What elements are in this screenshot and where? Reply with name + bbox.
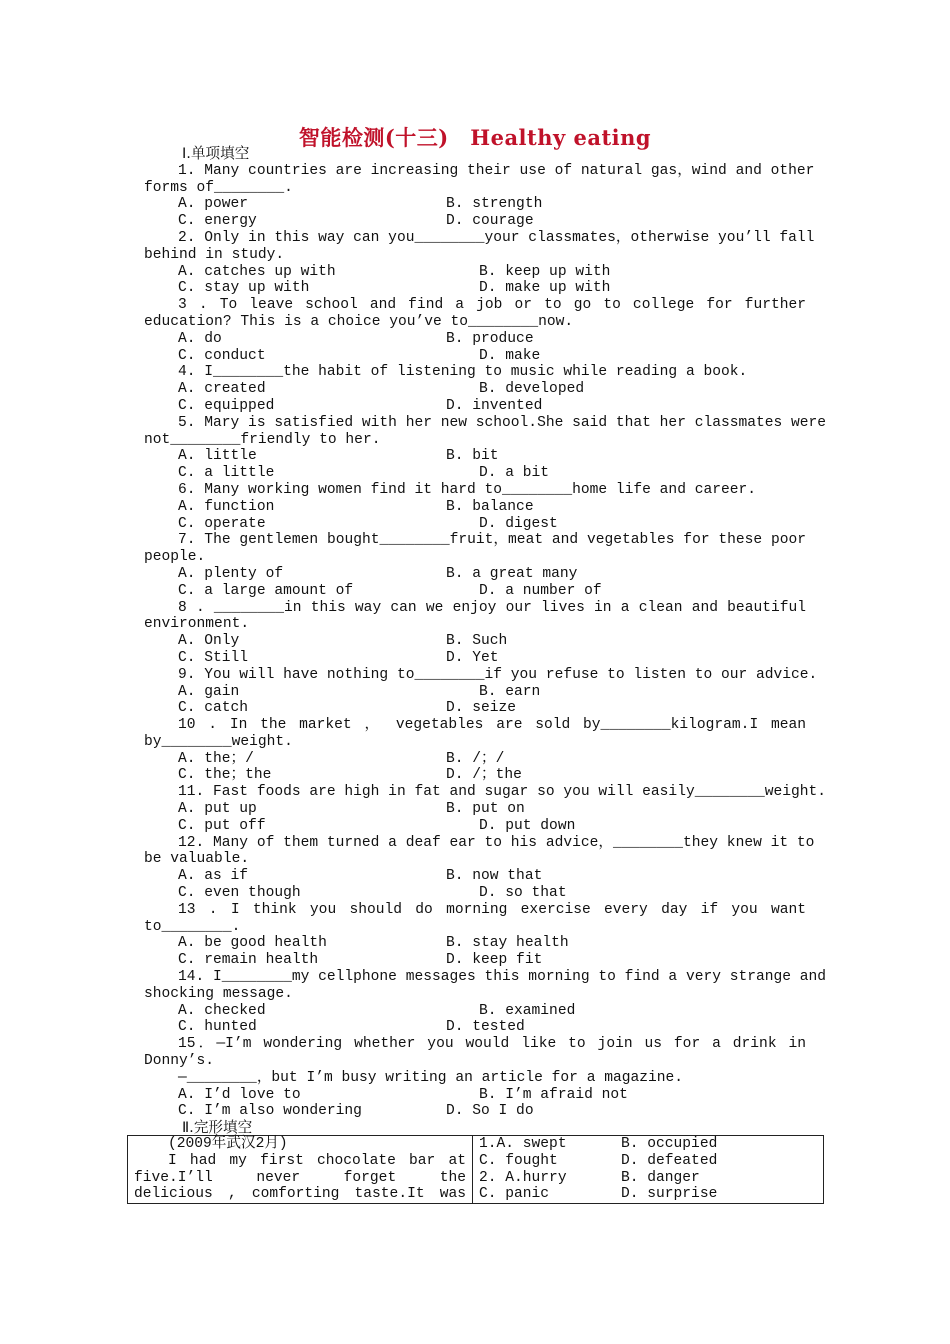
option-b: B. keep up with [479, 263, 611, 280]
question-stem: 7. The gentlemen bought________fruit，meat and vegetables for these poor [178, 532, 806, 549]
option-a: A. do [178, 330, 222, 347]
question-item [144, 902, 806, 969]
question-item [144, 229, 815, 297]
option-b: B. stay health [446, 935, 569, 952]
option-c: C. catch [178, 700, 249, 717]
option-a: A. power [178, 196, 249, 213]
option-b: B. a great many [446, 565, 578, 582]
option-c: C. operate [178, 515, 266, 532]
option-row [144, 264, 806, 281]
option-row [144, 196, 806, 213]
option-b: B. produce [446, 330, 534, 347]
question-stem: 5. Mary is satisfied with her new school.She said that her classmates were [178, 414, 827, 431]
option: D. defeated [621, 1152, 718, 1169]
option-row [144, 465, 806, 482]
question-stem: 14. I________my cellphone messages this morning to find a very strange and [178, 969, 827, 986]
option: C. panic [479, 1186, 550, 1203]
option-row [144, 868, 806, 885]
option: 1.A. swept [479, 1136, 567, 1152]
option-c: C. energy [178, 213, 257, 230]
option-a: A. put up [178, 801, 257, 818]
option-b: B. I’m afraid not [479, 1086, 628, 1103]
option-d: D. So I do [446, 1103, 534, 1120]
cloze-line: five.I’ll never forget the [134, 1169, 466, 1186]
option-a: A. created [178, 381, 266, 398]
option-d: D. make up with [479, 280, 611, 297]
option-d: D. Yet [446, 649, 499, 666]
cloze-line: I had my first chocolate bar at [168, 1152, 466, 1169]
exercise-body [144, 145, 827, 1137]
option-row [144, 935, 806, 952]
option-row [144, 633, 806, 650]
option-row [144, 684, 806, 701]
question-item [144, 834, 815, 902]
option-d: D. put down [479, 817, 576, 834]
option-b: B. developed [479, 381, 585, 398]
question-stem-cont: not________friendly to her. [144, 431, 381, 448]
option-d: D. so that [479, 885, 567, 902]
option-a: A. function [178, 498, 275, 515]
cloze-passage [128, 1136, 473, 1204]
cloze-option-row [479, 1153, 817, 1170]
option-row [144, 952, 806, 969]
question-stem: 9. You will have nothing to________if you refuse to listen to our advice. [178, 666, 818, 683]
option-row [144, 801, 806, 818]
option-row [144, 700, 806, 717]
cloze-option-row [479, 1186, 817, 1203]
option-a: A. catches up with [178, 263, 336, 280]
option-row [144, 1103, 806, 1120]
option-a: A. little [178, 448, 257, 465]
cloze-options [473, 1136, 824, 1204]
option-row [144, 1087, 806, 1104]
question-stem: 1. Many countries are increasing their use of natural gas，wind and other [178, 162, 815, 179]
option-row [144, 1019, 806, 1036]
question-stem-cont: people. [144, 549, 206, 566]
option-row [144, 751, 806, 768]
option-row [144, 650, 806, 667]
question-stem: 2. Only in this way can you________your classmates，otherwise you’ll fall [178, 229, 815, 246]
option-c: C. conduct [178, 347, 266, 364]
option-b: B. bit [446, 448, 499, 465]
option-c: C. a little [178, 465, 275, 482]
option-a: A. gain [178, 683, 240, 700]
option-row [144, 381, 806, 398]
question-stem: 10 . In the market ， vegetables are sold by________kilogram.I mean [178, 717, 806, 734]
option-row [144, 566, 806, 583]
option-a: A. plenty of [178, 565, 284, 582]
option-row [144, 516, 806, 533]
question-item [144, 414, 827, 482]
section-heading-1: Ⅰ.单项填空 [182, 145, 250, 162]
question-item [144, 482, 806, 532]
option-c: C. Still [178, 649, 249, 666]
question-item [144, 666, 818, 717]
question-stem-cont: behind in study. [144, 246, 285, 263]
option-a: A. be good health [178, 935, 327, 952]
question-item [144, 1036, 806, 1120]
option-row [144, 818, 806, 835]
option: B. occupied [621, 1136, 718, 1152]
question-stem-reply: —________，but I’m busy writing an article for a magazine. [178, 1069, 684, 1086]
question-stem: 8 . ________in this way can we enjoy our lives in a clean and beautiful [178, 599, 806, 616]
option-c: C. equipped [178, 397, 275, 414]
option-c: C. stay up with [178, 280, 310, 297]
option-a: A. Only [178, 633, 240, 650]
page-title: 智能检测(十三) Healthy eating [298, 125, 652, 150]
option-d: D. make [479, 347, 541, 364]
option-row [144, 1003, 806, 1020]
option-row [144, 280, 806, 297]
question-stem-cont: forms of________. [144, 179, 293, 196]
option-b: B. now that [446, 868, 543, 885]
option-d: D. a number of [479, 582, 602, 599]
cloze-option-row [479, 1136, 817, 1153]
question-stem-cont: environment. [144, 616, 250, 633]
option-a: A. the；/ [178, 750, 254, 767]
option-a: A. checked [178, 1002, 266, 1019]
question-stem-cont: to________. [144, 918, 241, 935]
option-d: D. courage [446, 213, 534, 230]
option-row [144, 885, 806, 902]
option-row [144, 213, 806, 230]
option-b: B. put on [446, 801, 525, 818]
question-stem: 4. I________the habit of listening to music while reading a book. [178, 364, 748, 381]
option-d: D. invented [446, 397, 543, 414]
question-item [144, 532, 806, 599]
option-row [144, 499, 806, 516]
option-d: D. digest [479, 515, 558, 532]
option: D. surprise [621, 1186, 718, 1203]
option-a: A. as if [178, 868, 249, 885]
option-b: B. Such [446, 633, 508, 650]
cloze-option-row [479, 1170, 817, 1187]
question-item [144, 162, 815, 230]
option-d: D. seize [446, 700, 517, 717]
question-stem-cont: Donny’s. [144, 1053, 215, 1070]
option: B. danger [621, 1169, 700, 1186]
question-stem-cont: by________weight. [144, 733, 293, 750]
cloze-line: delicious , comforting taste.It was [134, 1186, 466, 1203]
option-c: C. the；the [178, 767, 272, 784]
option-row [144, 331, 806, 348]
cloze-table [127, 1135, 824, 1204]
option-c: C. I’m also wondering [178, 1103, 362, 1120]
question-stem: 12. Many of them turned a deaf ear to his advice，________they knew it to [178, 834, 815, 851]
question-item [144, 969, 827, 1036]
option-d: D. a bit [479, 465, 550, 482]
option-b: B. /；/ [446, 750, 505, 767]
option-b: B. balance [446, 498, 534, 515]
option-d: D. tested [446, 1019, 525, 1036]
option-b: B. strength [446, 196, 543, 213]
question-stem-cont: education? This is a choice you’ve to________now. [144, 313, 574, 330]
option: 2. A.hurry [479, 1169, 567, 1186]
question-stem: 6. Many working women find it hard to________home life and career. [178, 481, 757, 498]
question-stem-cont: be valuable. [144, 851, 250, 868]
option: C. fought [479, 1152, 558, 1169]
option-row [144, 398, 806, 415]
question-stem: 11. Fast foods are high in fat and sugar so you will easily________weight. [178, 784, 827, 801]
option-row [144, 348, 806, 365]
question-item [144, 717, 806, 784]
question-item [144, 297, 806, 364]
question-stem-cont: shocking message. [144, 985, 293, 1002]
option-row [144, 767, 806, 784]
option-a: A. I’d love to [178, 1086, 301, 1103]
question-item [144, 784, 827, 834]
option-c: C. even though [178, 885, 301, 902]
question-item [144, 600, 806, 667]
option-c: C. hunted [178, 1019, 257, 1036]
question-list [144, 162, 827, 1120]
option-row [144, 448, 806, 465]
option-d: D. keep fit [446, 952, 543, 969]
question-stem: 3 . To leave school and find a job or to go to college for further [178, 297, 806, 314]
option-b: B. examined [479, 1002, 576, 1019]
option-c: C. a large amount of [178, 582, 354, 599]
option-c: C. put off [178, 817, 266, 834]
question-item [144, 364, 806, 414]
section-heading-2: Ⅱ.完形填空 [182, 1119, 253, 1137]
cloze-source: (2009年武汉2月) [168, 1136, 288, 1152]
option-b: B. earn [479, 683, 541, 700]
option-row [144, 583, 806, 600]
question-stem: 15．—I’m wondering whether you would like to join us for a drink in [178, 1036, 806, 1053]
option-d: D. /；the [446, 767, 522, 784]
option-c: C. remain health [178, 952, 319, 969]
question-stem: 13 . I think you should do morning exercise every day if you want [178, 901, 806, 918]
